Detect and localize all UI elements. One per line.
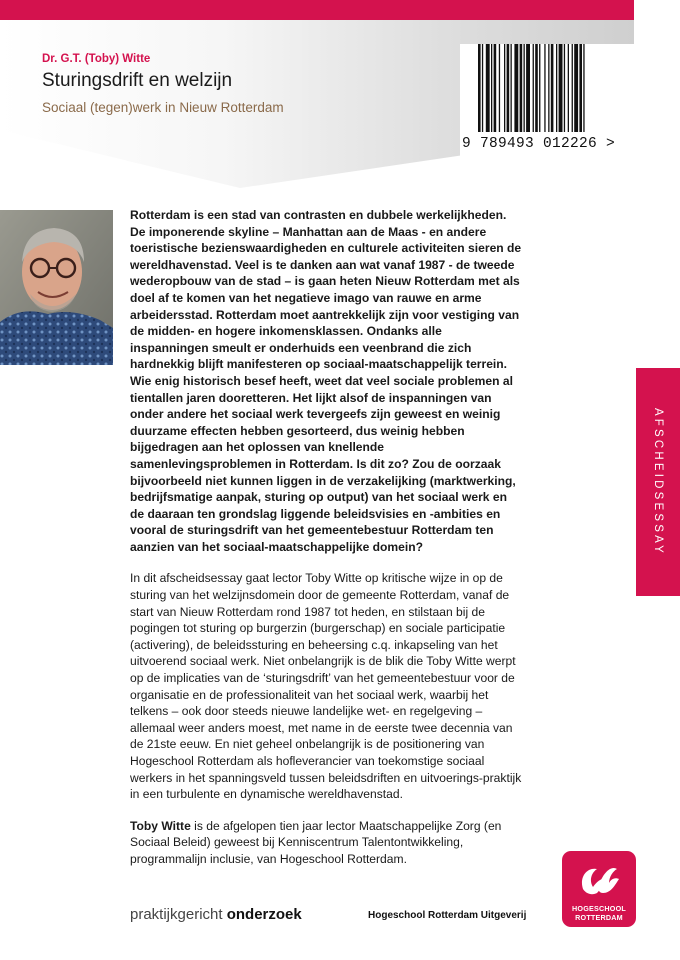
logo-line-2: ROTTERDAM xyxy=(575,913,623,922)
series-bold: onderzoek xyxy=(226,906,302,923)
top-accent-bar xyxy=(0,0,634,20)
author-bio-text: is de afgelopen tien jaar lector Maatschappelijke Zorg (en Sociaal Beleid) geweest bij Kenniscentrum Talentontwikkeling, programmalijn inclusie, van Hogeschool Rotterdam. xyxy=(130,818,502,866)
author-bio-paragraph xyxy=(130,818,522,868)
isbn-number: 9 789493 012226 > xyxy=(462,136,616,152)
hogeschool-rotterdam-logo xyxy=(562,851,636,927)
author-photo xyxy=(0,210,113,365)
book-title: Sturingsdrift en welzijn xyxy=(42,70,233,91)
publisher-name: Hogeschool Rotterdam Uitgeverij xyxy=(368,910,527,921)
summary-paragraph: In dit afscheidsessay gaat lector Toby Witte op kritische wijze in op de sturing van het welzijnsdomein door de gemeente Rotterdam, vanaf de start van Nieuw Rotterdam rond 1987 tot heden, en stilstaan bij de pogingen tot sturing op burgerzin (burgerschap) en sociale participatie (activering), de beleidssturing en beheersing c.q. inkapseling van het uitvoerend sociaal werk. Niet onbelangrijk is de blik die Toby Witte werpt op de implicaties van de ‘sturingsdrift’ van het gemeentebestuur voor de organisatie en de professionaliteit van het sociaal werk, waarbij het telkens – ook door steeds nieuwe landelijke wet- en regelgeving – allemaal weer anders moest, met name in de eerste twee decennia van de 21ste eeuw. En niet geheel onbelangrijk is de positionering van Hogeschool Rotterdam als hofleverancier van toekomstige sociaal werkers in het spanningsveld tussen beleidsdriften en uitvoerings-praktijk in een turbulente en dynamische wereldhavenstad. xyxy=(130,571,522,802)
side-tab-label: AFSCHEIDSESSAY xyxy=(652,407,664,557)
barcode-bars xyxy=(460,44,634,134)
intro-paragraph: Rotterdam is een stad van contrasten en dubbele werkelijkheden. De imponerende skyline – Manhattan aan de Maas - en andere toeristische bezienswaardigheden en culturele activiteiten sieren de wereldhavenstad. Veel is te danken aan wat vanaf 1987 - de tweede wederopbouw van de stad – is gaan heten Nieuw Rotterdam met als doel af te komen van het negatieve imago van rauwe en arme arbeidersstad. Rotterdam moet aantrekkelijk zijn voor vestiging van de midden- en hogere inkomensklassen. Ondanks alle inspanningen smeult er onderhuids een veenbrand die zich hardnekkig blijft manifesteren op sociaal-maatschappelijk terrein. Wie enig historisch besef heeft, weet dat veel sociale problemen al tientallen jaren dooretteren. Het lijkt alsof de inspanningen van onder andere het sociaal werk tevergeefs zijn geweest en weinig duurzame effecten hebben gesorteerd, dus weinig hebben bijgedragen aan het oplossen van knellende samenlevingsproblemen in Rotterdam. Is dit zo? Zou de oorzaak bijvoorbeeld niet kunnen liggen in de verzakelijking (marktwerking, bedrijfsmatige aanpak, sturing op output) van het sociaal werk en de daaraan ten grondslag liggende beleidsvisies en -ambities en vooral de sturingsdrift van het gemeentebestuur Rotterdam ten aanzien van het sociaal-maatschappelijke domein? xyxy=(130,208,522,554)
side-tab xyxy=(636,368,680,596)
book-subtitle: Sociaal (tegen)werk in Nieuw Rotterdam xyxy=(42,100,284,115)
logo-mark-icon xyxy=(577,859,621,901)
author-name: Dr. G.T. (Toby) Witte xyxy=(42,53,151,65)
series-light: praktijkgericht xyxy=(130,906,227,923)
series-name xyxy=(130,906,302,923)
logo-line-1: HOGESCHOOL xyxy=(572,904,626,913)
author-bio-name: Toby Witte xyxy=(130,818,191,833)
back-cover-text xyxy=(130,207,522,868)
